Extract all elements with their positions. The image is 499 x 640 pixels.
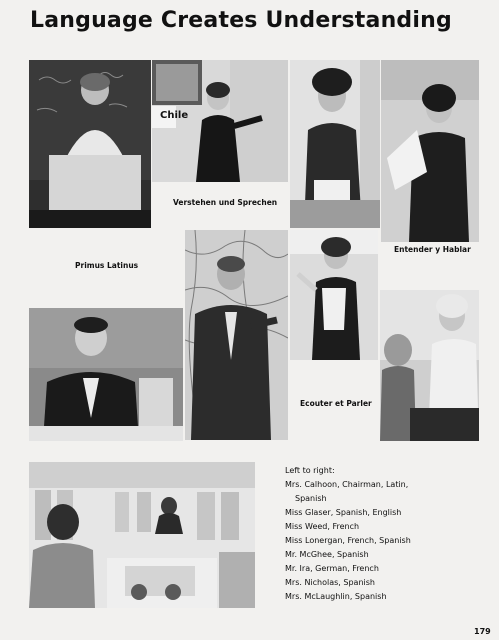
page-title: Language Creates Understanding xyxy=(30,8,452,33)
credit-line: Spanish xyxy=(295,494,327,503)
credits-heading: Left to right: xyxy=(285,466,335,475)
caption-german: Verstehen und Sprechen xyxy=(173,198,278,207)
photo-teacher-at-desk xyxy=(29,308,183,441)
photo-teacher-gesturing xyxy=(290,230,378,360)
photo-teacher-with-map xyxy=(185,230,288,440)
credit-line: Miss Lonergan, French, Spanish xyxy=(285,536,411,545)
photo-language-lab xyxy=(29,462,255,608)
credit-line: Mr. McGhee, Spanish xyxy=(285,550,369,559)
credit-line: Mrs. Calhoon, Chairman, Latin, xyxy=(285,480,409,489)
photo-teacher-with-book xyxy=(290,60,380,228)
chalkboard-text: Chile xyxy=(160,110,189,121)
caption-french: Ecouter et Parler xyxy=(300,399,372,408)
credit-line: Miss Glaser, Spanish, English xyxy=(285,508,402,517)
credit-line: Miss Weed, French xyxy=(285,522,360,531)
caption-latin: Primus Latinus xyxy=(75,261,139,270)
credit-line: Mr. Ira, German, French xyxy=(285,564,379,573)
photo-teacher-with-papers xyxy=(381,60,479,242)
faculty-credits xyxy=(285,464,475,604)
photo-teacher-with-student xyxy=(380,290,479,441)
photo-teacher-at-chalkboard xyxy=(152,60,288,182)
credit-line: Mrs. McLaughlin, Spanish xyxy=(285,592,387,601)
caption-spanish: Entender y Hablar xyxy=(394,245,471,254)
page-number: 179 xyxy=(474,627,491,636)
credit-line: Mrs. Nicholas, Spanish xyxy=(285,578,375,587)
photo-teacher-at-lectern xyxy=(29,60,151,228)
